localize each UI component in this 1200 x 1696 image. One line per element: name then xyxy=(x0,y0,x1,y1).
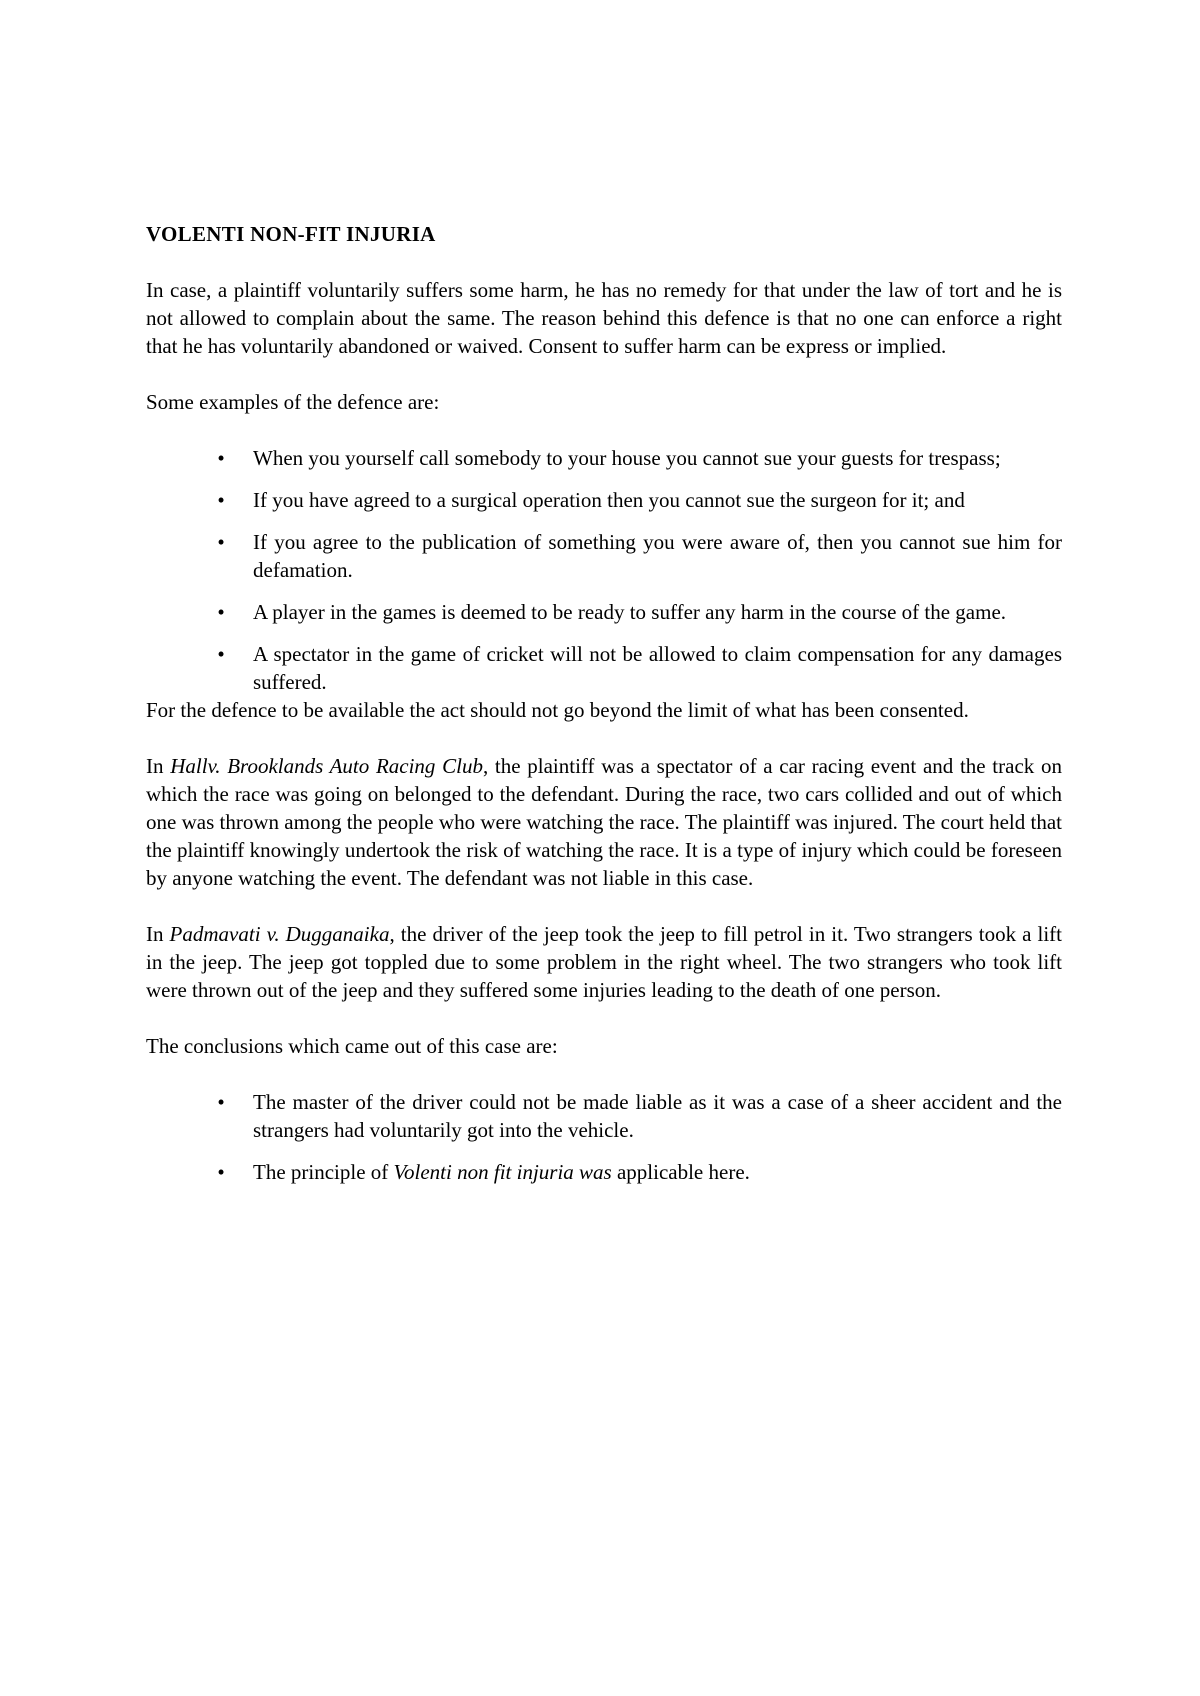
case-text: , the plaintiff was a spectator of a car racing event and the track on which the race was going on belonged to the defendant. During the race, two cars collided and out of which one was thrown among the people who were watching the race. The plaintiff was injured. The court held that the plaintiff knowingly undertook the risk of watching the race. It is a type of injury which could be foreseen by anyone watching the event. The defendant was not liable in this case. xyxy=(146,754,1062,890)
bullet-icon: • xyxy=(217,1090,225,1114)
example-item xyxy=(146,444,1062,472)
example-text: If you have agreed to a surgical operation then you cannot sue the surgeon for it; and xyxy=(253,488,965,512)
example-text: A player in the games is deemed to be ready to suffer any harm in the course of the game. xyxy=(253,600,1007,624)
case-name: Padmavati v. Dugganaika xyxy=(169,922,390,946)
bullet-icon: • xyxy=(217,488,225,512)
limit-paragraph: For the defence to be available the act should not go beyond the limit of what has been consented. xyxy=(146,698,969,722)
conclusion-text: The master of the driver could not be made liable as it was a case of a sheer accident and the strangers had voluntarily got into the vehicle. xyxy=(253,1090,1062,1142)
conclusions-intro: The conclusions which came out of this case are: xyxy=(146,1034,558,1058)
case-text: , the driver of the jeep took the jeep to fill petrol in it. Two strangers took a lift in the jeep. The jeep got toppled due to some problem in the right wheel. The two strangers who took lift were thrown out of the jeep and they suffered some injuries leading to the death of one person. xyxy=(146,922,1063,1002)
example-item xyxy=(146,598,1062,626)
example-text: A spectator in the game of cricket will not be allowed to claim compensation for any damages suffered. xyxy=(253,642,1062,694)
bullet-icon: • xyxy=(217,642,225,666)
document-heading: VOLENTI NON-FIT INJURIA xyxy=(146,222,436,246)
document-body xyxy=(146,220,1062,1200)
case-prefix: In xyxy=(146,922,170,946)
conclusion-prefix: The principle of xyxy=(253,1160,394,1184)
bullet-icon: • xyxy=(217,600,225,624)
intro-paragraph: In case, a plaintiff voluntarily suffers some harm, he has no remedy for that under the law of tort and he is not allowed to complain about the same. The reason behind this defence is that no one can enforce a right that he has voluntarily abandoned or waived. Consent to suffer harm can be express or implied. xyxy=(146,278,1062,358)
padmavati-case-paragraph xyxy=(146,920,1062,1004)
example-item xyxy=(146,486,1062,514)
bullet-icon: • xyxy=(217,446,225,470)
conclusion-item xyxy=(146,1088,1062,1144)
case-name: Hallv. Brooklands Auto Racing Club xyxy=(170,754,483,778)
example-text: When you yourself call somebody to your house you cannot sue your guests for trespass; xyxy=(253,446,1001,470)
example-item xyxy=(146,640,1062,696)
conclusions-list xyxy=(146,1088,1062,1186)
conclusion-item xyxy=(146,1158,1062,1186)
examples-list xyxy=(146,444,1062,696)
examples-intro: Some examples of the defence are: xyxy=(146,390,440,414)
example-item xyxy=(146,528,1062,584)
example-text: If you agree to the publication of something you were aware of, then you cannot sue him for defamation. xyxy=(253,530,1062,582)
bullet-icon: • xyxy=(217,1160,225,1184)
conclusion-suffix: applicable here. xyxy=(611,1160,750,1184)
case-prefix: In xyxy=(146,754,171,778)
hall-case-paragraph xyxy=(146,752,1062,892)
conclusion-text xyxy=(253,1160,750,1184)
conclusion-italic: Volenti non fit injuria was xyxy=(393,1160,612,1184)
bullet-icon: • xyxy=(217,530,225,554)
